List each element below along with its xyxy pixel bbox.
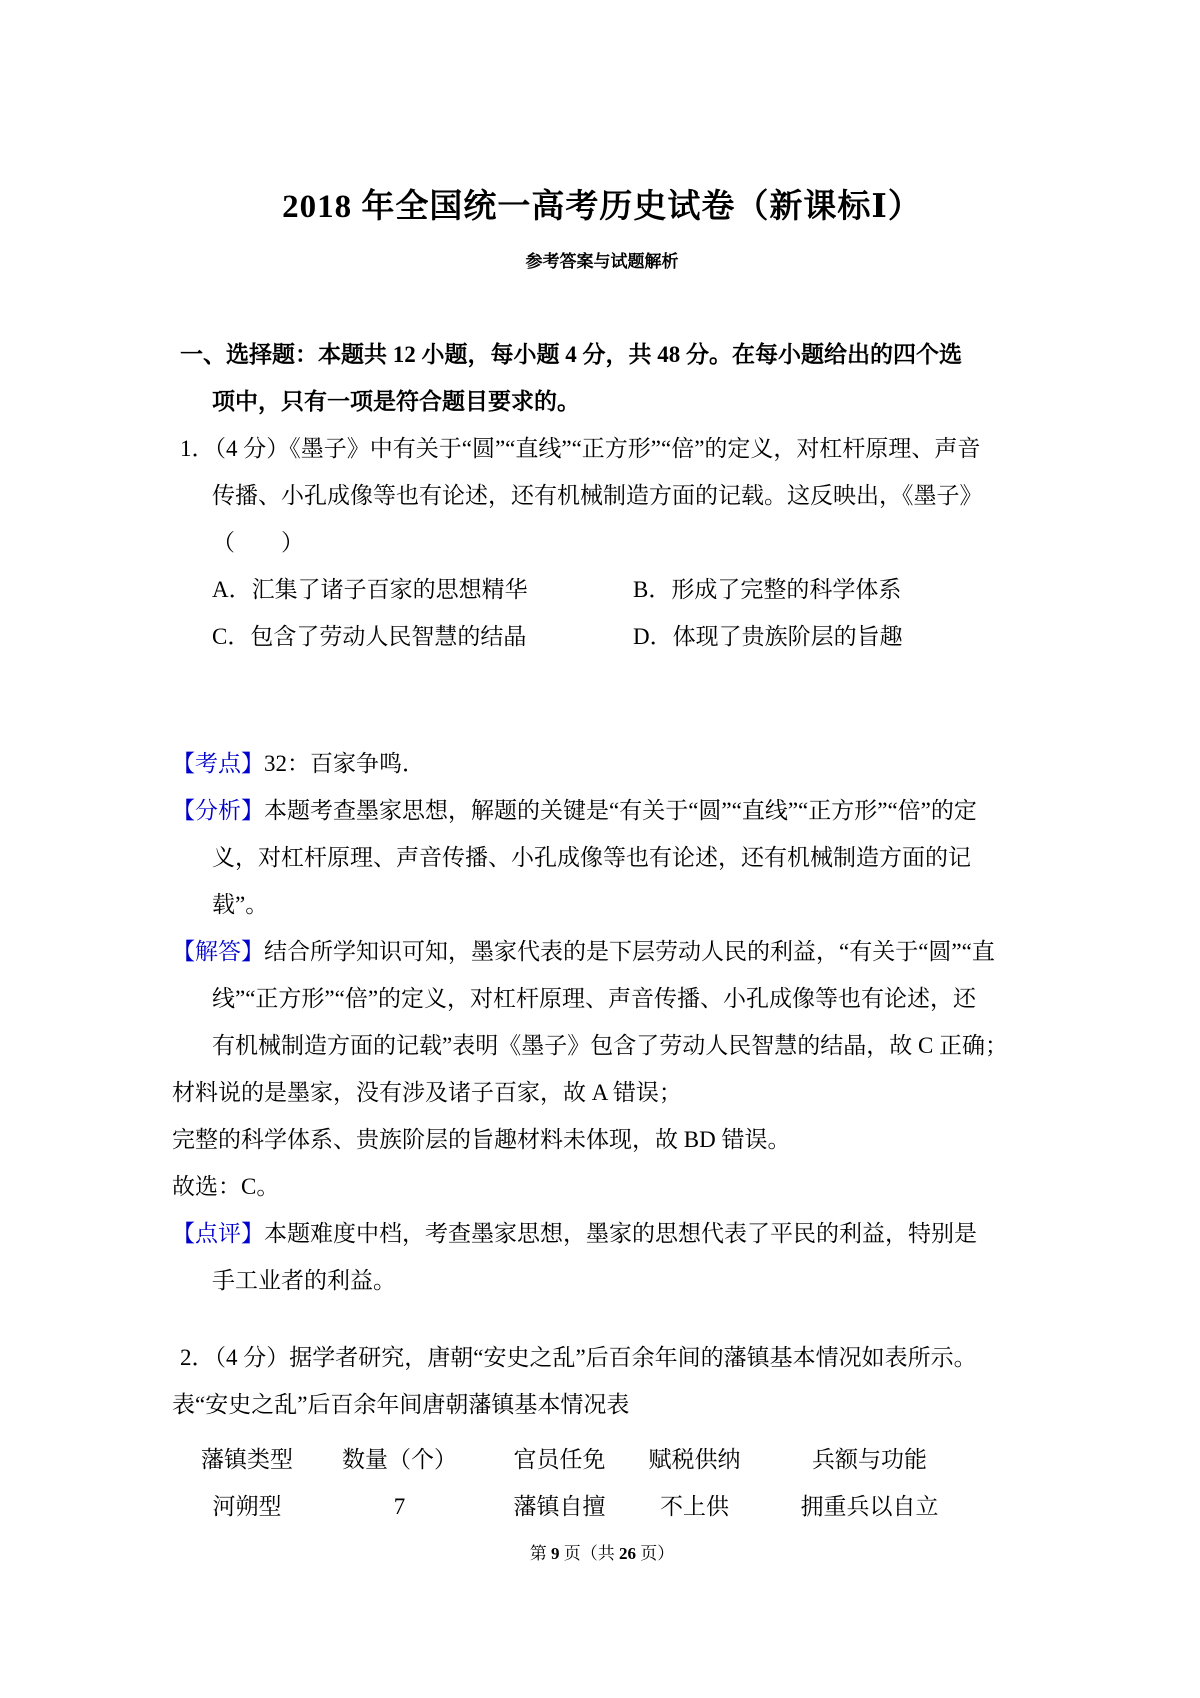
question-2-stem-line: 2．（4 分）据学者研究，唐朝“安史之乱”后百余年间的藩镇基本情况如表所示。 bbox=[180, 1345, 977, 1370]
section-heading-line: 项中，只有一项是符合题目要求的。 bbox=[212, 389, 580, 414]
solution-line bbox=[172, 928, 1032, 975]
question-1-analysis-block bbox=[172, 740, 1032, 1304]
solution-line: 材料说的是墨家，没有涉及诸子百家，故 A 错误； bbox=[172, 1080, 682, 1105]
analysis-paragraph bbox=[172, 787, 1032, 928]
table-cell: 藩镇自擅 bbox=[513, 1494, 606, 1519]
analysis-line bbox=[172, 787, 1032, 834]
footer-text: 第 bbox=[529, 1544, 551, 1563]
table-cell: 河朔型 bbox=[212, 1494, 282, 1519]
table-header-cell: 官员任免 bbox=[513, 1447, 606, 1472]
table-header-cell: 数量（个） bbox=[342, 1447, 457, 1472]
question-1-options-row-2 bbox=[212, 613, 1032, 660]
fanzhen-table bbox=[172, 1436, 992, 1530]
solution-text: 结合所学知识可知，墨家代表的是下层劳动人民的利益，“有关于“圆”“直 bbox=[264, 939, 995, 964]
page-title: 2018 年全国统一高考历史试卷（新课标Ⅰ） bbox=[282, 189, 922, 225]
question-1-stem-line: 1．（4 分）《墨子》中有关于“圆”“直线”“正方形”“倍”的定义，对杠杆原理、声音 bbox=[180, 436, 981, 461]
comment-paragraph bbox=[172, 1210, 1032, 1304]
question-1 bbox=[172, 425, 1032, 660]
question-1-answer-blank: （ ） bbox=[212, 530, 304, 555]
solution-answer-line: 故选：C。 bbox=[172, 1174, 280, 1199]
document-body bbox=[172, 331, 1032, 1565]
question-2-table-caption: 表“安史之乱”后百余年间唐朝藩镇基本情况表 bbox=[172, 1392, 630, 1417]
exam-point-line bbox=[172, 740, 1032, 787]
analysis-text: 本题考查墨家思想，解题的关键是“有关于“圆”“直线”“正方形”“倍”的定 bbox=[264, 798, 977, 823]
exam-point-text: 32：百家争鸣． bbox=[264, 751, 425, 776]
option-a: A．汇集了诸子百家的思想精华 bbox=[212, 577, 528, 602]
comment-line bbox=[172, 1210, 1032, 1257]
analysis-line: 载”。 bbox=[212, 892, 269, 917]
comment-line: 手工业者的利益。 bbox=[212, 1268, 396, 1293]
solution-line: 有机械制造方面的记载”表明《墨子》包含了劳动人民智慧的结晶，故 C 正确； bbox=[212, 1033, 1009, 1058]
table-header-row bbox=[172, 1436, 992, 1483]
option-c: C．包含了劳动人民智慧的结晶 bbox=[212, 624, 527, 649]
solution-label: 【解答】 bbox=[172, 939, 264, 964]
analysis-line: 义，对杠杆原理、声音传播、小孔成像等也有论述，还有机械制造方面的记 bbox=[212, 845, 971, 870]
table-header-cell: 藩镇类型 bbox=[201, 1447, 293, 1472]
solution-paragraph bbox=[172, 928, 1032, 1210]
comment-text: 本题难度中档，考查墨家思想，墨家的思想代表了平民的利益，特别是 bbox=[264, 1221, 977, 1246]
table-cell: 不上供 bbox=[660, 1494, 729, 1519]
page-subtitle: 参考答案与试题解析 bbox=[525, 252, 679, 271]
table-cell: 拥重兵以自立 bbox=[800, 1494, 939, 1519]
question-1-options-row-1 bbox=[212, 566, 1032, 613]
table-header-cell: 兵额与功能 bbox=[812, 1447, 927, 1472]
page-footer bbox=[172, 1543, 1032, 1565]
footer-page-number: 9 bbox=[551, 1544, 560, 1563]
option-b: B．形成了完整的科学体系 bbox=[633, 577, 902, 602]
table-cell: 7 bbox=[393, 1494, 406, 1519]
comment-label: 【点评】 bbox=[172, 1221, 264, 1246]
question-2 bbox=[172, 1334, 1032, 1530]
section-heading-line: 一、选择题：本题共 12 小题，每小题 4 分，共 48 分。在每小题给出的四个选 bbox=[180, 342, 962, 367]
footer-text: 页） bbox=[636, 1544, 675, 1563]
table-header-cell: 赋税供纳 bbox=[648, 1447, 741, 1472]
exam-point-label: 【考点】 bbox=[172, 751, 264, 776]
section-heading bbox=[172, 331, 1032, 425]
solution-line: 完整的科学体系、贵族阶层的旨趣材料未体现，故 BD 错误。 bbox=[172, 1127, 791, 1152]
footer-text: 页（共 bbox=[559, 1544, 619, 1563]
table-row bbox=[172, 1483, 992, 1530]
solution-line: 线”“正方形”“倍”的定义，对杠杆原理、声音传播、小孔成像等也有论述，还 bbox=[212, 986, 977, 1011]
footer-total-pages: 26 bbox=[619, 1544, 636, 1563]
option-d: D．体现了贵族阶层的旨趣 bbox=[633, 624, 903, 649]
analysis-label: 【分析】 bbox=[172, 798, 264, 823]
question-1-stem-line: 传播、小孔成像等也有论述，还有机械制造方面的记载。这反映出，《墨子》 bbox=[212, 483, 983, 508]
